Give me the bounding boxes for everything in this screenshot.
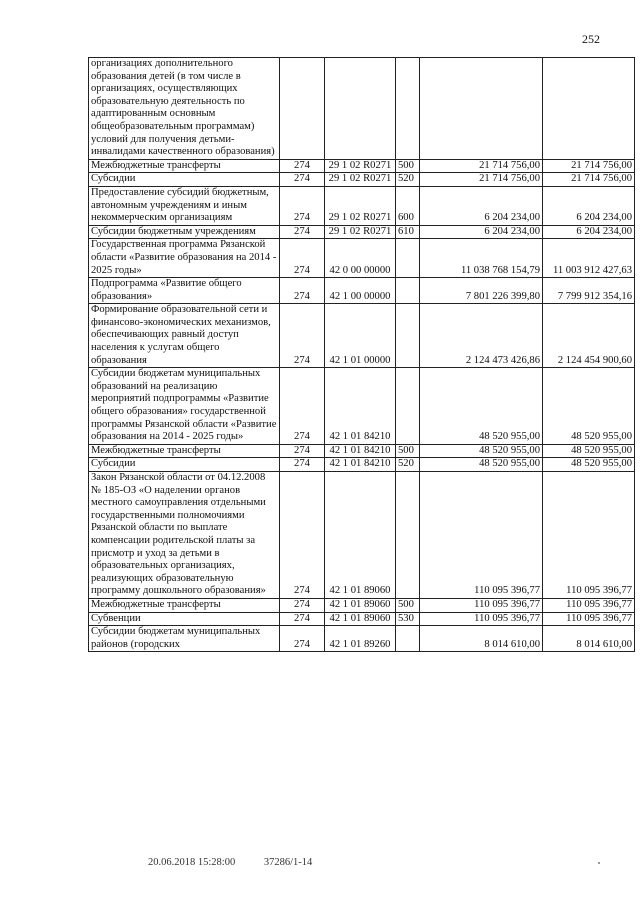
row-target-article-cell: 42 1 01 84210 <box>325 444 396 458</box>
row-department-code-cell: 274 <box>280 173 325 187</box>
row-amount-year-1-cell: 110 095 396,77 <box>420 612 543 626</box>
row-amount-year-1-cell: 48 520 955,00 <box>420 368 543 445</box>
row-amount-year-2-cell: 48 520 955,00 <box>543 368 635 445</box>
row-target-article-cell: 42 1 01 89060 <box>325 612 396 626</box>
row-expense-type-cell: 500 <box>396 598 420 612</box>
row-target-article-cell: 42 1 01 89060 <box>325 472 396 599</box>
row-amount-year-2-cell: 6 204 234,00 <box>543 225 635 239</box>
row-name-cell: Формирование образовательной сети и финансово-экономических механизмов, обеспечивающих равный доступ населения к услугам общего образования <box>89 304 280 368</box>
row-name-cell: Межбюджетные трансферты <box>89 159 280 173</box>
footer-datetime: 20.06.2018 15:28:00 <box>148 857 236 868</box>
table-row <box>89 598 635 612</box>
table-row <box>89 173 635 187</box>
table-row <box>89 239 635 278</box>
row-amount-year-1-cell: 2 124 473 426,86 <box>420 304 543 368</box>
row-amount-year-2-cell: 2 124 454 900,60 <box>543 304 635 368</box>
row-name-cell: Предоставление субсидий бюджетным, автономным учреждениям и иным некоммерческим организациям <box>89 186 280 225</box>
row-target-article-cell: 29 1 02 R0271 <box>325 186 396 225</box>
row-department-code-cell: 274 <box>280 612 325 626</box>
row-amount-year-2-cell: 21 714 756,00 <box>543 159 635 173</box>
row-name-cell: Субсидии <box>89 458 280 472</box>
scan-speck <box>598 862 600 864</box>
row-expense-type-cell: 530 <box>396 612 420 626</box>
row-name-cell: Межбюджетные трансферты <box>89 444 280 458</box>
table-row <box>89 612 635 626</box>
row-name-cell: Субсидии бюджетам муниципальных образований на реализацию мероприятий подпрограммы «Развитие общего образования» государственной программы Рязанской области «Развитие образования на 2014 - 2025 годы» <box>89 368 280 445</box>
row-expense-type-cell: 610 <box>396 225 420 239</box>
row-expense-type-cell: 600 <box>396 186 420 225</box>
row-target-article-cell: 42 0 00 00000 <box>325 239 396 278</box>
table-row <box>89 225 635 239</box>
row-department-code-cell: 274 <box>280 472 325 599</box>
row-department-code-cell: 274 <box>280 458 325 472</box>
table-row <box>89 472 635 599</box>
table-row <box>89 444 635 458</box>
footer-document-id: 37286/1-14 <box>263 857 313 868</box>
row-expense-type-cell: 500 <box>396 444 420 458</box>
table-row <box>89 159 635 173</box>
row-expense-type-cell: 500 <box>396 159 420 173</box>
row-amount-year-1-cell: 110 095 396,77 <box>420 598 543 612</box>
table-row <box>89 458 635 472</box>
row-expense-type-cell <box>396 304 420 368</box>
row-amount-year-1-cell: 7 801 226 399,80 <box>420 278 543 304</box>
row-target-article-cell: 42 1 01 00000 <box>325 304 396 368</box>
row-amount-year-1-cell <box>420 58 543 160</box>
row-department-code-cell: 274 <box>280 278 325 304</box>
row-amount-year-1-cell: 8 014 610,00 <box>420 626 543 652</box>
page-number: 252 <box>582 32 600 46</box>
row-target-article-cell: 42 1 00 00000 <box>325 278 396 304</box>
row-department-code-cell: 274 <box>280 186 325 225</box>
row-amount-year-1-cell: 110 095 396,77 <box>420 472 543 599</box>
row-target-article-cell: 29 1 02 R0271 <box>325 173 396 187</box>
row-expense-type-cell: 520 <box>396 173 420 187</box>
row-target-article-cell: 42 1 01 89260 <box>325 626 396 652</box>
row-name-cell: Субсидии бюджетным учреждениям <box>89 225 280 239</box>
row-target-article-cell: 29 1 02 R0271 <box>325 225 396 239</box>
row-target-article-cell: 42 1 01 84210 <box>325 368 396 445</box>
row-expense-type-cell <box>396 239 420 278</box>
row-department-code-cell: 274 <box>280 304 325 368</box>
row-amount-year-1-cell: 21 714 756,00 <box>420 173 543 187</box>
row-expense-type-cell <box>396 368 420 445</box>
row-name-cell: Субсидии бюджетам муниципальных районов (городских <box>89 626 280 652</box>
row-department-code-cell: 274 <box>280 626 325 652</box>
row-expense-type-cell <box>396 626 420 652</box>
table-row <box>89 304 635 368</box>
row-department-code-cell: 274 <box>280 239 325 278</box>
row-target-article-cell: 42 1 01 89060 <box>325 598 396 612</box>
table-row <box>89 186 635 225</box>
row-amount-year-2-cell: 110 095 396,77 <box>543 598 635 612</box>
row-target-article-cell: 42 1 01 84210 <box>325 458 396 472</box>
row-name-cell: Государственная программа Рязанской области «Развитие образования на 2014 - 2025 годы» <box>89 239 280 278</box>
row-name-cell: Субвенции <box>89 612 280 626</box>
row-amount-year-1-cell: 6 204 234,00 <box>420 225 543 239</box>
table-row <box>89 626 635 652</box>
table-row <box>89 58 635 160</box>
row-department-code-cell: 274 <box>280 368 325 445</box>
row-amount-year-2-cell <box>543 58 635 160</box>
row-department-code-cell <box>280 58 325 160</box>
row-expense-type-cell <box>396 472 420 599</box>
row-department-code-cell: 274 <box>280 444 325 458</box>
row-name-cell: Закон Рязанской области от 04.12.2008 № 185-ОЗ «О наделении органов местного самоуправления отдельными государственными полномочиями Рязанской области по выплате компенсации родительской платы за присмотр и уход за детьми в образовательных организациях, реализующих образовательную программу дошкольного образования» <box>89 472 280 599</box>
row-expense-type-cell: 520 <box>396 458 420 472</box>
row-name-cell: Межбюджетные трансферты <box>89 598 280 612</box>
page-footer <box>148 857 338 868</box>
row-target-article-cell: 29 1 02 R0271 <box>325 159 396 173</box>
row-expense-type-cell <box>396 58 420 160</box>
row-amount-year-2-cell: 48 520 955,00 <box>543 458 635 472</box>
row-amount-year-2-cell: 6 204 234,00 <box>543 186 635 225</box>
row-amount-year-1-cell: 48 520 955,00 <box>420 458 543 472</box>
row-amount-year-2-cell: 11 003 912 427,63 <box>543 239 635 278</box>
row-amount-year-1-cell: 21 714 756,00 <box>420 159 543 173</box>
table-row <box>89 368 635 445</box>
row-amount-year-2-cell: 8 014 610,00 <box>543 626 635 652</box>
row-expense-type-cell <box>396 278 420 304</box>
row-amount-year-1-cell: 11 038 768 154,79 <box>420 239 543 278</box>
row-amount-year-2-cell: 7 799 912 354,16 <box>543 278 635 304</box>
row-target-article-cell <box>325 58 396 160</box>
row-department-code-cell: 274 <box>280 598 325 612</box>
row-name-cell: организациях дополнительного образования детей (в том числе в организациях, осуществляющих образовательную деятельность по адаптированным основным общеобразовательным программам) условий для получения детьми-инвалидами качественного образования) <box>89 58 280 160</box>
row-name-cell: Подпрограмма «Развитие общего образования» <box>89 278 280 304</box>
row-amount-year-1-cell: 6 204 234,00 <box>420 186 543 225</box>
row-amount-year-2-cell: 110 095 396,77 <box>543 612 635 626</box>
row-amount-year-2-cell: 48 520 955,00 <box>543 444 635 458</box>
row-amount-year-1-cell: 48 520 955,00 <box>420 444 543 458</box>
budget-table <box>88 57 635 652</box>
budget-table-body <box>89 58 635 652</box>
row-amount-year-2-cell: 110 095 396,77 <box>543 472 635 599</box>
table-row <box>89 278 635 304</box>
row-name-cell: Субсидии <box>89 173 280 187</box>
row-department-code-cell: 274 <box>280 225 325 239</box>
row-amount-year-2-cell: 21 714 756,00 <box>543 173 635 187</box>
row-department-code-cell: 274 <box>280 159 325 173</box>
